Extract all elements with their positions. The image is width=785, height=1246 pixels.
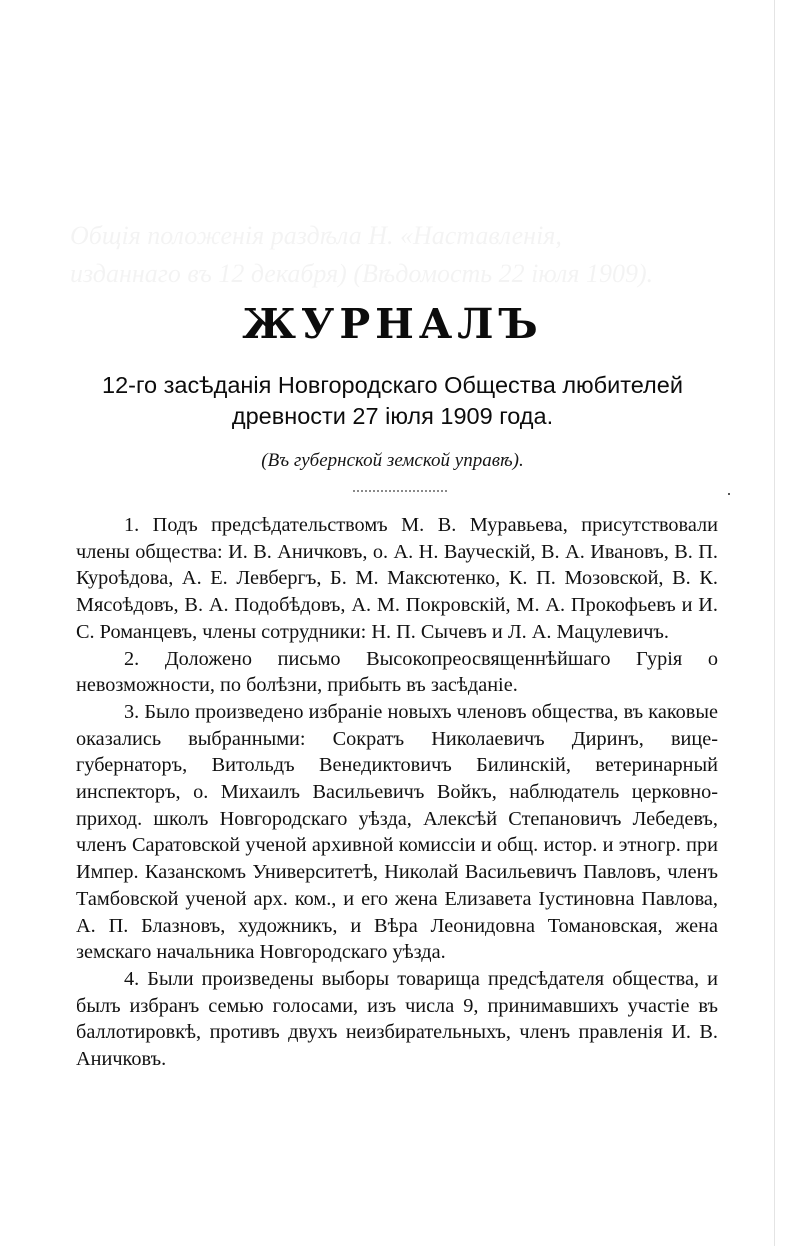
journal-title: ЖУРНАЛЪ	[242, 300, 543, 348]
bleed-through-line-2	[70, 256, 730, 292]
minutes-body	[76, 512, 718, 1073]
bleed-through-line-1	[70, 218, 730, 254]
ornamental-divider	[353, 490, 447, 492]
subtitle-line-2: древности 27 іюля 1909 года.	[231, 403, 554, 429]
paragraph-4: 4. Были произведены выборы товарища предсѣдателя общества, и былъ избранъ семью голосами, изъ числа 9, принимавшихъ участіе въ баллотировкѣ, противъ двухъ неизбирательныхъ, членъ правленія И. В. Аничковъ.	[76, 967, 718, 1071]
paragraph-3: 3. Было произведено избраніе новыхъ членовъ общества, въ каковые оказались выбранными: Сократъ Николаевичъ Диринъ, вице-губернаторъ, Витольдъ Венедиктовичъ Билинскій, ветеринарный инспекторъ, о. Михаилъ Васильевичъ Войкъ, наблюдатель церковно-приход. школъ Новгородскаго уѣзда, Алексѣй Степановичъ Лебедевъ, членъ Саратовской ученой архивной комиссіи и общ. истор. и этногр. при Импер. Казанскомъ Университетѣ, Николай Васильевичъ Павловъ, членъ Тамбовской ученой арх. ком., и его жена Елизавета Іустиновна Павлова, А. П. Блазновъ, художникъ, и Вѣра Леонидовна Томановская, жена земскаго начальника Новгородскаго уѣзда.	[76, 700, 718, 964]
journal-subtitle	[40, 370, 745, 432]
print-speck	[728, 493, 730, 495]
meeting-place: (Въ губернской земской управѣ).	[261, 450, 524, 471]
page-edge-line	[774, 0, 775, 1246]
subtitle-line-1: 12-го засѣданія Новгородскаго Общества любителей	[102, 372, 683, 398]
paragraph-2: 2. Доложено письмо Высокопреосвященнѣйшаго Гурія о невозможности, по болѣзни, прибыть въ засѣданіе.	[76, 647, 718, 697]
paragraph-1: 1. Подъ предсѣдательствомъ М. В. Муравьева, присутствовали члены общества: И. В. Аничковъ, о. А. Н. Вауческій, В. А. Ивановъ, В. П. Куроѣдова, А. Е. Левбергъ, Б. М. Максютенко, К. П. Мозовской, В. К. Мясоѣдовъ, В. А. Подобѣдовъ, А. М. Покровскій, М. А. Прокофьевъ и И. С. Романцевъ, члены сотрудники: Н. П. Сычевъ и Л. А. Мацулевичъ.	[76, 514, 718, 643]
